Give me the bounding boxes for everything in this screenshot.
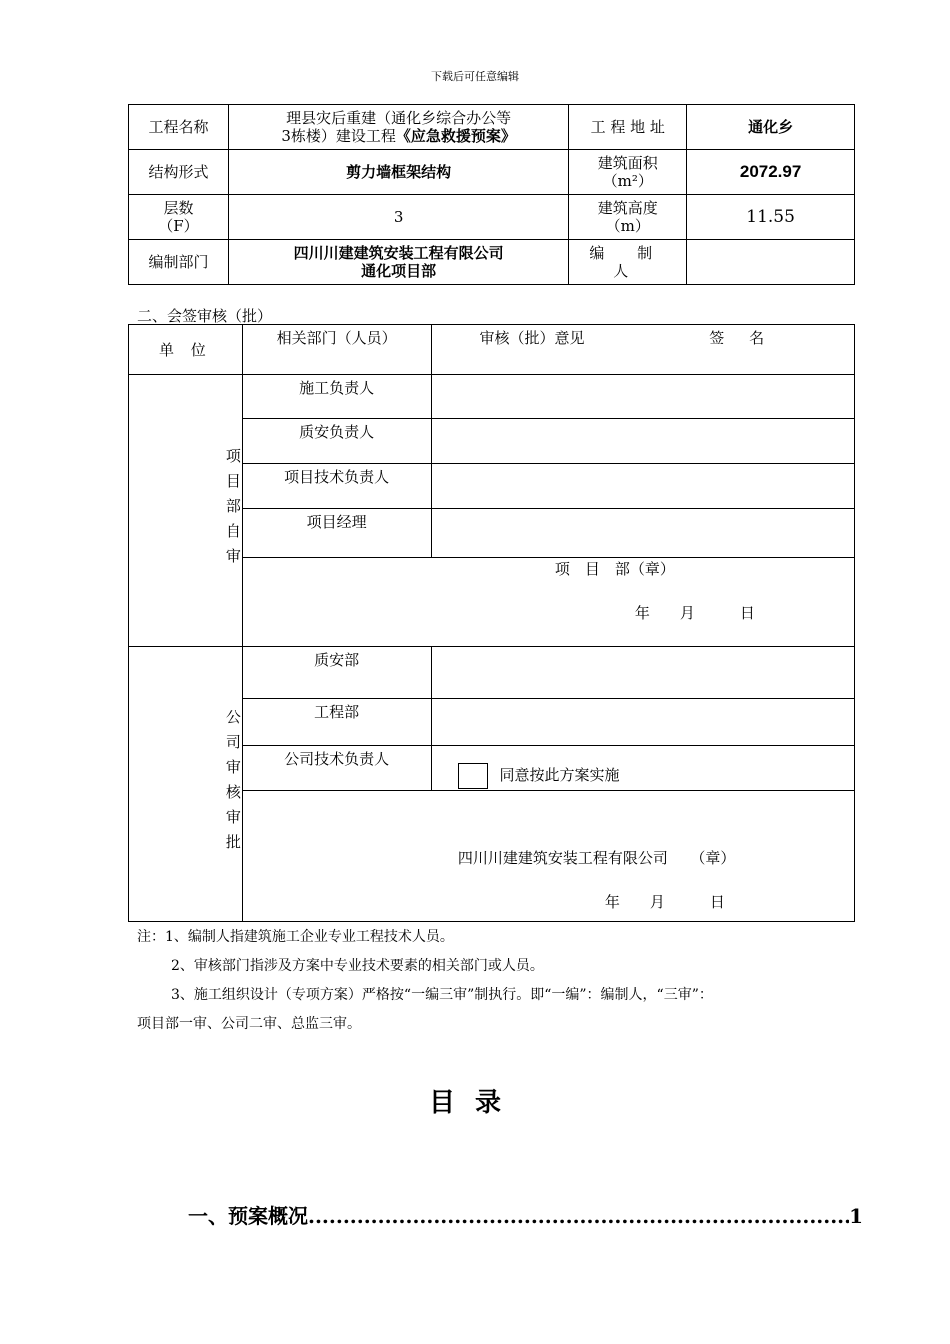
note-2: 2、审核部门指涉及方案中专业技术要素的相关部门或人员。 [171,958,544,974]
group1-label: 项目部自审 [129,375,243,647]
floors-label [129,195,229,240]
col-opinion: 审核（批）意见 [479,329,585,347]
author-value[interactable] [687,240,855,285]
col-dept: 相关部门（人员） [242,325,431,375]
dept-value-2: 通化项目部 [361,262,437,280]
project-name-label: 工程名称 [129,105,229,150]
height-label-2: （m） [605,217,650,235]
area-label-1: 建筑面积 [597,154,658,172]
note-1: 注：1、编制人指建筑施工企业专业工程技术人员。 [137,929,454,945]
group2-date: 年 月 日 [604,893,725,911]
group1-stamp-cell [242,558,854,647]
group2-row-2: 工程部 [242,699,431,746]
project-name-value [228,105,568,150]
group2-opinion-2[interactable] [431,699,855,746]
note-3b: 项目部一审、公司二审、总监三审。 [137,1016,361,1032]
header-note: 下载后可任意编辑 [431,70,519,83]
col-opinion-sign [431,325,855,375]
project-info-table [128,104,855,285]
structure-label: 结构形式 [129,150,229,195]
area-label-2: （m²） [602,172,653,190]
toc-entry[interactable] [188,1200,863,1229]
review-table [128,324,855,922]
project-name-doc: 《应急救援预案》 [395,127,516,145]
group1-row-2: 质安负责人 [242,419,431,464]
floors-label-2: （F） [158,217,199,235]
group2-row-1: 质安部 [242,647,431,699]
group2-stamp: 四川川建建筑安装工程有限公司 （章） [457,849,736,867]
agree-cell [431,746,855,791]
structure-value: 剪力墙框架结构 [228,150,568,195]
project-name-part: 3栋楼）建设工程 [281,127,396,145]
group1-opinion-1[interactable] [431,375,855,419]
author-label: 编 制 人 [569,240,687,285]
agree-checkbox[interactable] [458,763,488,789]
agree-text: 同意按此方案实施 [499,766,620,784]
group1-date: 年 月 日 [634,604,755,622]
group2-stamp-cell [242,791,854,922]
group1-opinion-3[interactable] [431,464,855,509]
group1-row-3: 项目技术负责人 [242,464,431,509]
toc-leader-dots [308,1204,849,1228]
dept-value-1: 四川川建建筑安装工程有限公司 [293,244,504,262]
group1-opinion-4[interactable] [431,509,855,558]
height-label-1: 建筑高度 [597,199,658,217]
address-label: 工 程 地 址 [569,105,687,150]
section-title: 二、会签审核（批） [137,307,273,325]
group1-row-1: 施工负责人 [242,375,431,419]
group1-stamp: 项 目 部（章） [554,560,675,578]
group2-opinion-1[interactable] [431,647,855,699]
note-3a: 3、施工组织设计（专项方案）严格按“一编三审”制执行。即“一编”：编制人，“三审”： [171,987,713,1003]
project-name-line1: 理县灾后重建（通化乡综合办公等 [286,109,512,127]
address-value: 通化乡 [687,105,855,150]
toc-title: 目录 [428,1088,521,1118]
dept-label: 编制部门 [129,240,229,285]
height-label [569,195,687,240]
group2-label: 公司审核审批 [129,647,243,922]
floors-value: 3 [228,195,568,240]
area-label [569,150,687,195]
toc-entry-page: 1 [849,1204,863,1228]
project-name-line2 [229,127,568,145]
col-unit: 单 位 [129,325,243,375]
group1-row-4: 项目经理 [242,509,431,558]
group1-opinion-2[interactable] [431,419,855,464]
toc-entry-label: 一、预案概况 [188,1204,308,1228]
group2-row-3: 公司技术负责人 [242,746,431,791]
height-value: 11.55 [687,195,855,240]
col-sign: 签 名 [709,329,775,347]
dept-value [228,240,568,285]
area-value: 2072.97 [687,150,855,195]
floors-label-1: 层数 [163,199,194,217]
